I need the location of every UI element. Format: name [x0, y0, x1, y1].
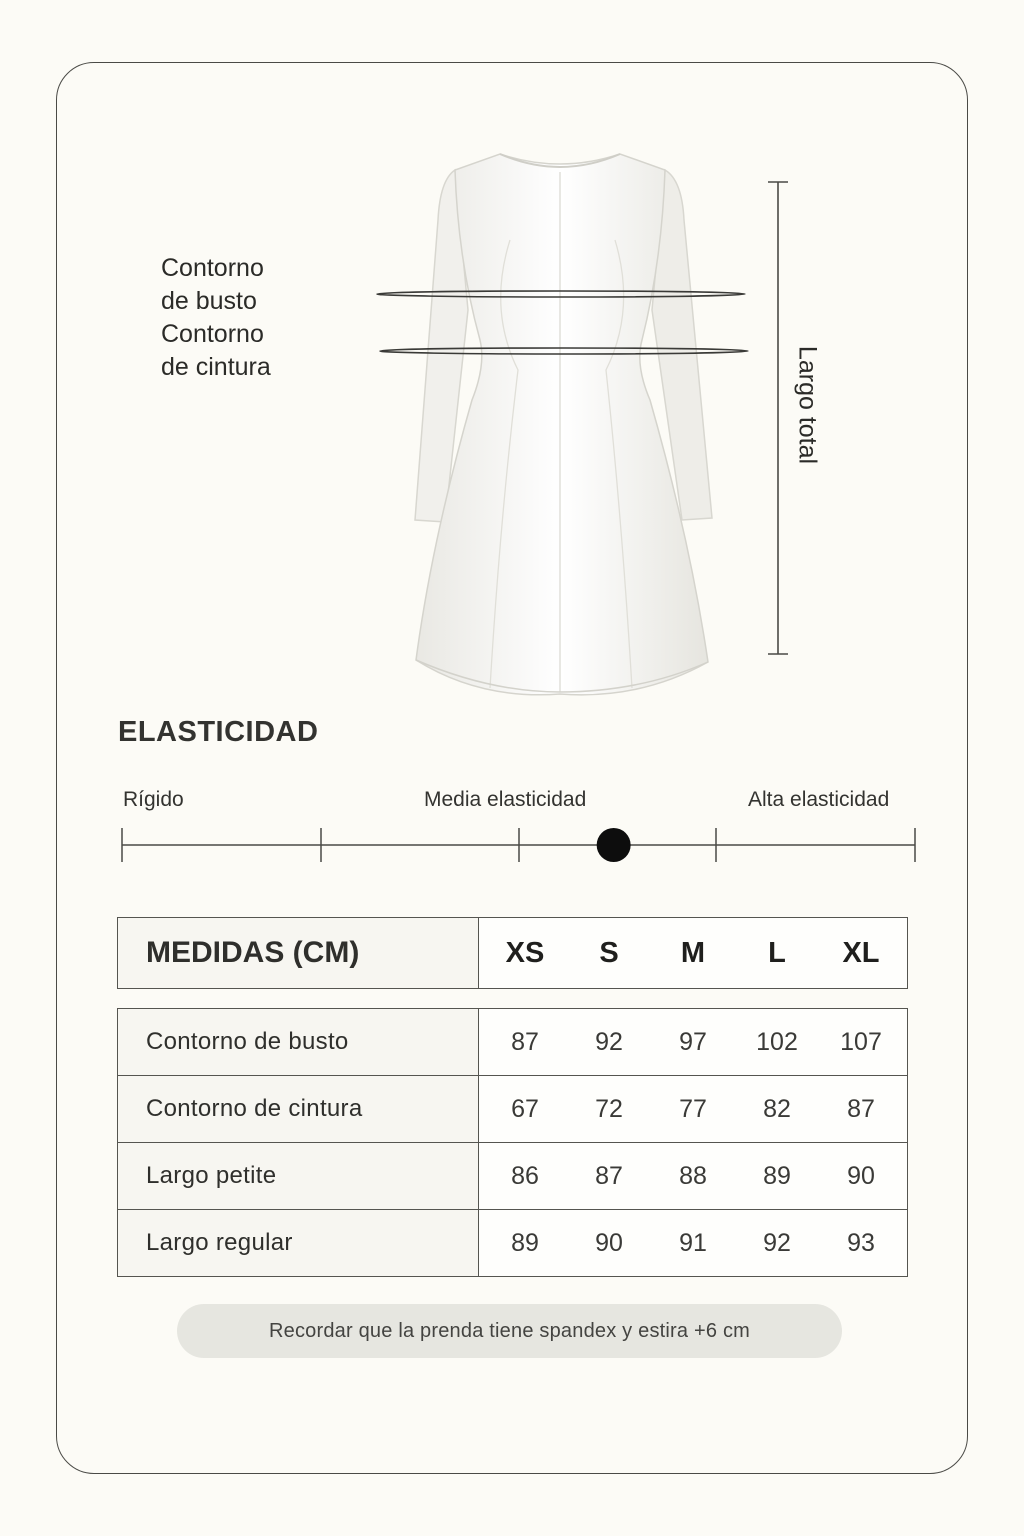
table-row	[118, 1143, 908, 1210]
size-table-header	[117, 917, 908, 989]
waist-label: Contorno de cintura	[161, 320, 271, 381]
bust-measure-line	[377, 291, 745, 297]
elasticity-high-label: Alta elasticidad	[748, 788, 890, 811]
table-cell: 86	[511, 1161, 539, 1190]
size-xl: XL	[842, 936, 880, 969]
table-cell: 72	[595, 1094, 623, 1123]
table-cell: 91	[679, 1228, 707, 1257]
table-cell: 93	[847, 1228, 875, 1257]
elasticity-mid-label: Media elasticidad	[424, 788, 587, 811]
elasticity-scale	[110, 820, 930, 870]
spandex-note: Recordar que la prenda tiene spandex y estira +6 cm	[177, 1304, 842, 1358]
size-m: M	[680, 936, 706, 969]
waist-measure-line	[380, 348, 748, 354]
size-l: L	[768, 936, 786, 969]
row-label: Contorno de cintura	[118, 1076, 479, 1143]
dress-illustration	[360, 140, 760, 710]
table-cell: 87	[595, 1161, 623, 1190]
row-label: Contorno de busto	[118, 1009, 479, 1076]
table-cell: 97	[679, 1027, 707, 1056]
size-xs: XS	[505, 936, 545, 969]
table-cell: 107	[840, 1027, 882, 1056]
table-cell: 89	[763, 1161, 791, 1190]
row-label: Largo petite	[118, 1143, 479, 1210]
table-row	[118, 1009, 908, 1076]
length-label: Largo total	[793, 345, 822, 465]
table-cell: 77	[679, 1094, 707, 1123]
size-s: S	[599, 936, 619, 969]
table-row	[118, 1210, 908, 1277]
length-measure-bar	[764, 178, 794, 660]
table-row	[118, 1076, 908, 1143]
measurements-header: MEDIDAS (CM)	[118, 918, 479, 989]
table-cell: 90	[595, 1228, 623, 1257]
bust-label: Contorno de busto	[161, 254, 264, 315]
size-headers	[479, 937, 907, 970]
table-cell: 92	[595, 1027, 623, 1056]
table-cell: 87	[847, 1094, 875, 1123]
elasticity-low-label: Rígido	[123, 788, 184, 811]
measure-lines	[370, 280, 760, 370]
table-cell: 92	[763, 1228, 791, 1257]
table-cell: 87	[511, 1027, 539, 1056]
elasticity-level-marker	[597, 828, 631, 862]
table-cell: 90	[847, 1161, 875, 1190]
table-cell: 88	[679, 1161, 707, 1190]
table-cell: 82	[763, 1094, 791, 1123]
row-label: Largo regular	[118, 1210, 479, 1277]
table-cell: 102	[756, 1027, 798, 1056]
table-cell: 67	[511, 1094, 539, 1123]
table-cell: 89	[511, 1228, 539, 1257]
elasticity-title: ELASTICIDAD	[118, 716, 319, 748]
size-table-body	[117, 1008, 908, 1277]
